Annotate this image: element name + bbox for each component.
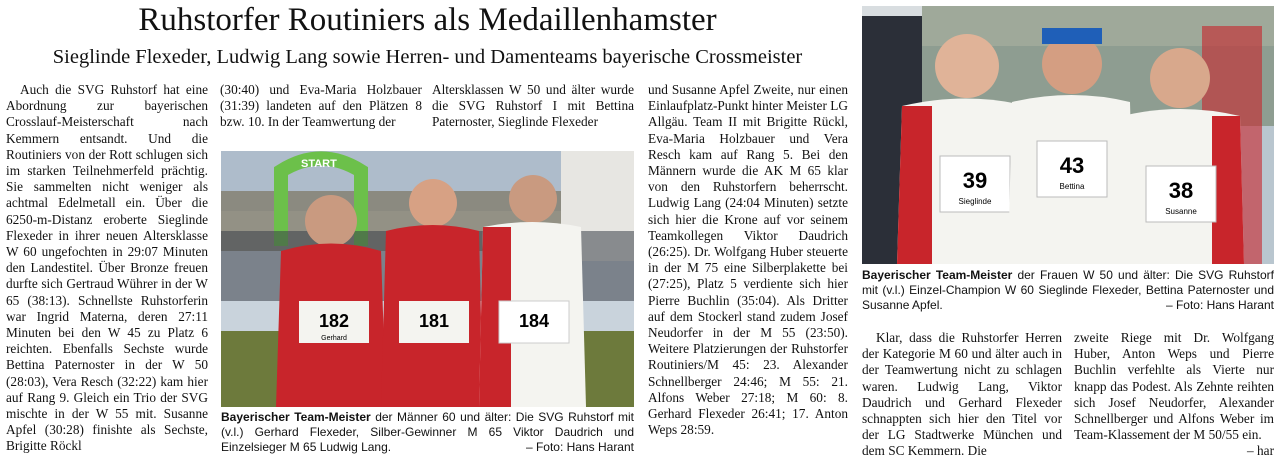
bib-number: 184 (518, 311, 550, 331)
article-column-6 (1074, 330, 1274, 460)
bib-name: Gerhard (321, 335, 347, 342)
subheadline: Sieglinde Flexeder, Ludwig Lang sowie Herren- und Damenteams bayerische Crossmeister (52, 46, 803, 68)
article-column-2 (220, 82, 422, 131)
article-paragraph: Altersklassen W 50 und älter wurde die SVG Ruhstorf I mit Bettina Paternoster, Sieglinde Flexeder (432, 82, 634, 130)
article-column-4 (648, 82, 848, 438)
photo-men-team (221, 151, 634, 407)
photo-men-team-image (221, 151, 634, 407)
photo-women-team-caption (862, 268, 1274, 313)
caption-lead: Bayerischer Team-Meister (221, 410, 371, 424)
bib-number: 181 (418, 311, 450, 331)
article-column-1 (6, 82, 208, 460)
article-paragraph (1074, 330, 1274, 459)
article-paragraph: Auch die SVG Ruhstorf hat eine Abordnung zur bayerischen Crosslauf-Meisterschaft nach Kemmern entsandt. Und die Routiniers von der Rott schlugen sich im starken Teilnehmerfeld prächtig. Sie sammelten nicht weniger als achtmal Edelmetall ein. Über die 6250-m-Distanz eroberte Sieglinde Flexeder in ihrer neuen Altersklasse W 60 ungefochten in 29:07 Minuten den Landestitel. Über Bronze freuen durfte sich Gertraud Wührer in der W 65 (38:13). Schnellste Ruhstorferin war Ingrid Materna, deren 27:11 Minuten bei den W 45 zu Platz 6 reichten. Ebenfalls Sechste wurde Bettina Paternoster in der W 50 (28:03), Vera Resch (32:22) kam hier auf Rang 9. Gleich ein Trio der SVG mischte in der W 55 mit. Susanne Apfel (30:28) finishte als Sechste, Brigitte Röckl (6, 82, 208, 454)
caption-text: der Frauen W 50 und älter: Die SVG Ruhstorf mit (v.l.) Einzel-Champion W 60 Sieglinde Flexeder, Bettina Paternoster und Susanne Apfel. (862, 268, 1274, 312)
bib-number: 39 (962, 168, 988, 193)
bib-name: Bettina (1059, 182, 1085, 191)
headline: Ruhstorfer Routiniers als Medaillenhamster (138, 2, 717, 38)
bib-number: 182 (318, 311, 350, 331)
author-initials: – har (1247, 443, 1274, 459)
article-paragraph-text: zweite Riege mit Dr. Wolfgang Huber, Anton Weps und Pierre Buchlin verfehlte als Vierte nur knapp das Podest. Als Zehnte reihten sich Josef Neudorfer, Alexander Schnellberger und Alfons Weber im Team-Klassement der M 50/55 ein. (1074, 330, 1274, 443)
bib-name: Susanne (1165, 207, 1197, 216)
start-sign: START (301, 158, 337, 170)
photo-men-team-caption (221, 410, 634, 455)
photo-credit: – Foto: Hans Harant (525, 440, 634, 454)
article-paragraph: und Susanne Apfel Zweite, nur einen Einlaufplatz-Punkt hinter Meister LG Allgäu. Team II mit Brigitte Rückl, Eva-Maria Holzbauer und Vera Resch kam auf Rang 5. Bei den Männern wurde die AK M 65 klar von den Ruhstorfern beherrscht. Ludwig Lang (24:04 Minuten) setzte sich hier die Krone auf vor seinem Teamkollegen Viktor Daudrich (26:25). Dr. Wolfgang Huber steuerte in der M 75 eine Silberplakette bei (27:25), Platz 5 verdiente sich hier Pierre Buchlin (35:04). Als Dritter auf dem Stockerl stand zudem Josef Neudorfer in der M 55 (23:50). Weitere Platzierungen der Ruhstorfer Routiniers/M 45: 23. Alexander Schnellberger 24:46; M 55: 21. Alfons Weber 27:18; M 60: 8. Gerhard Flexeder 26:41; 17. Anton Weps 28:59. (648, 82, 848, 438)
photo-credit: – Foto: Hans Harant (1165, 298, 1274, 312)
article-column-5 (862, 330, 1062, 460)
bib-number: 43 (1059, 153, 1085, 178)
article-column-3 (432, 82, 634, 131)
caption-text: der Männer 60 und älter: Die SVG Ruhstorf mit (v.l.) Gerhard Flexeder, Silber-Gewinner M 65 Viktor Daudrich und Einzelsieger M 65 Ludwig Lang. (221, 410, 634, 454)
photo-women-team-image (862, 6, 1274, 264)
article-paragraph: Klar, dass die Ruhstorfer Herren der Kategorie M 60 und älter auch in der Teamwertung nicht zu schlagen waren. Ludwig Lang, Viktor Daudrich und Gerhard Flexeder schnappten sich hier den Titel vor der LG Stadtwerke München und dem SC Kemmern. Die (862, 330, 1062, 459)
photo-women-team (862, 6, 1274, 264)
article-paragraph: (30:40) und Eva-Maria Holzbauer (31:39) landeten auf den Plätzen 8 bzw. 10. In der Teamwertung der (220, 82, 422, 130)
caption-lead: Bayerischer Team-Meister (862, 268, 1013, 282)
bib-name: Sieglinde (958, 197, 992, 206)
bib-number: 38 (1168, 178, 1194, 203)
